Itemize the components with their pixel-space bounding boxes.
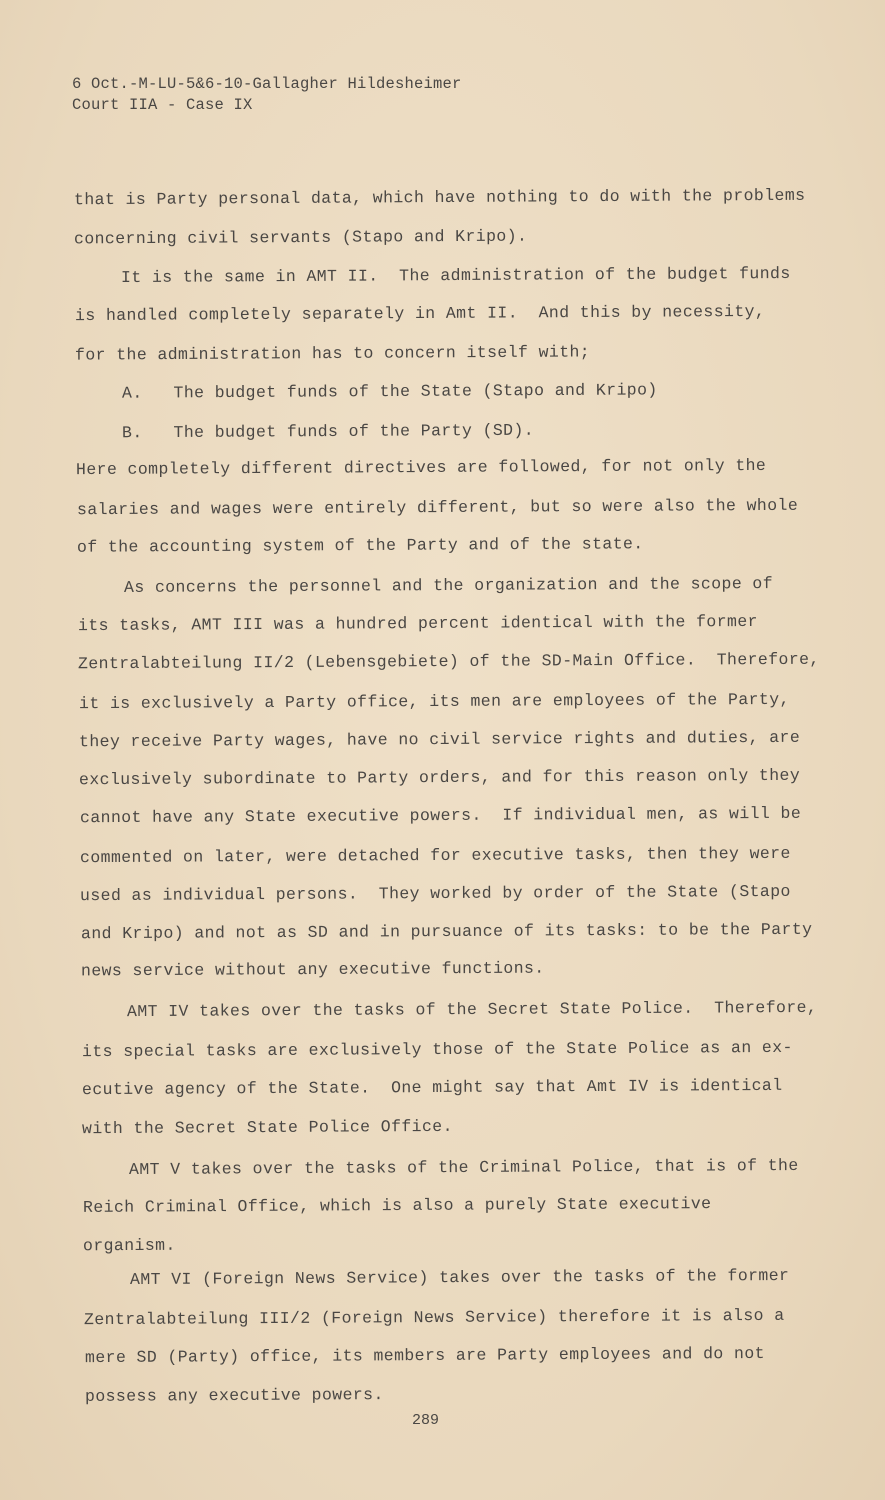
header-court: Court IIA - Case IX — [72, 96, 253, 114]
text-line: for the administration has to concern itself with; — [75, 342, 591, 365]
header-reference: 6 Oct.-M-LU-5&6-10-Gallagher Hildesheimer — [72, 75, 462, 93]
text-line: of the accounting system of the Party and of the state. — [77, 534, 644, 557]
text-line: possess any executive powers. — [84, 1385, 384, 1406]
text-line: used as individual persons. They worked by order of the State (Stapo — [80, 881, 792, 906]
text-line: It is the same in AMT II. The administration of the budget funds — [120, 263, 791, 288]
text-line: its tasks, AMT III was a hundred percent identical with the former — [77, 611, 758, 636]
text-line: salaries and wages were entirely different, but so were also the whole — [76, 495, 798, 520]
text-line: cannot have any State executive powers. If individual men, as will be — [79, 803, 801, 828]
text-line: AMT VI (Foreign News Service) takes over the tasks of the former — [129, 1265, 790, 1290]
text-line: organism. — [83, 1235, 177, 1256]
text-line: mere SD (Party) office, its members are Party employees and do not — [84, 1343, 765, 1368]
text-line: it is exclusively a Party office, its men are employees of the Party, — [78, 689, 790, 714]
page-number: 289 — [412, 1412, 440, 1429]
text-line: commented on later, were detached for executive tasks, then they were — [79, 843, 791, 868]
text-line: AMT IV takes over the tasks of the Secret State Police. Therefore, — [127, 997, 818, 1022]
text-line: Reich Criminal Office, which is also a purely State executive — [83, 1194, 712, 1217]
text-line: its special tasks are exclusively those of the State Police as an ex- — [81, 1037, 793, 1062]
text-line: with the Secret State Police Office. — [82, 1116, 454, 1139]
text-line: news service without any executive functions. — [80, 958, 545, 981]
text-line: AMT V takes over the tasks of the Criminal Police, that is of the — [128, 1155, 799, 1180]
text-line: concerning civil servants (Stapo and Kripo). — [74, 226, 528, 249]
text-line: Zentralabteilung III/2 (Foreign News Service) therefore it is also a — [84, 1305, 785, 1330]
text-line: As concerns the personnel and the organization and the scope of — [123, 574, 773, 597]
text-line: exclusively subordinate to Party orders, and for this reason only they — [79, 765, 801, 790]
text-line: Zentralabteilung II/2 (Lebensgebiete) of the SD-Main Office. Therefore, — [78, 649, 820, 674]
text-line: ecutive agency of the State. One might say that Amt IV is identical — [81, 1075, 783, 1100]
text-line: that is Party personal data, which have nothing to do with the problems — [73, 185, 806, 210]
text-line: A. The budget funds of the State (Stapo and Kripo) — [121, 380, 658, 403]
text-line: B. The budget funds of the Party (SD). — [122, 420, 535, 443]
text-line: is handled completely separately in Amt II. And this by necessity, — [74, 301, 766, 326]
text-line: Here completely different directives are followed, for not only the — [76, 455, 767, 480]
text-line: and Kripo) and not as SD and in pursuance of its tasks: to be the Party — [80, 919, 813, 944]
text-line: they receive Party wages, have no civil service rights and duties, are — [78, 727, 801, 752]
